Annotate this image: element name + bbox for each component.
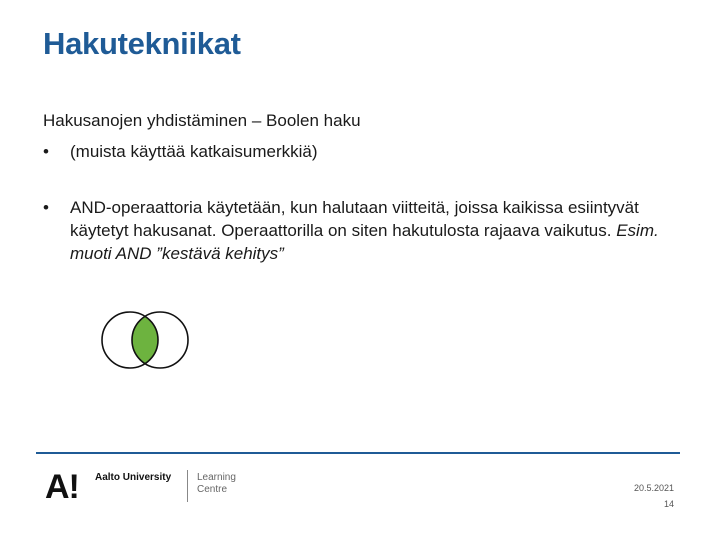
bullet-text: AND-operaattoria käytetään, kun halutaan viitteitä, joissa kaikissa esiintyvät käytetyt hakusanat. Operaattorilla on siten hakutulosta rajaava vaikutus. [70,198,639,240]
bullet-example: Esim. muoti AND ”kestävä kehitys” [70,221,659,263]
slide-date: 20.5.2021 [633,483,674,493]
bullet-marker: • [43,142,49,161]
unit-name [197,472,236,496]
aalto-logo-mark: A! [45,468,79,506]
bullet-item [43,196,683,266]
bullet-marker: • [43,198,49,217]
slide-title: Hakutekniikat [43,26,241,61]
venn-diagram [100,310,196,374]
unit-name-line1: Learning [197,472,236,483]
slide-subtitle: Hakusanojen yhdistäminen – Boolen haku [43,111,361,130]
bullet-text: (muista käyttää katkaisumerkkiä) [70,142,318,161]
university-name: Aalto University [95,472,172,483]
page-number: 14 [663,499,674,509]
footer-divider [36,452,680,454]
bullet-item [43,140,663,163]
bullet-text-wrap [70,196,680,265]
logo-separator [187,470,188,502]
unit-name-line2: Centre [197,484,228,495]
